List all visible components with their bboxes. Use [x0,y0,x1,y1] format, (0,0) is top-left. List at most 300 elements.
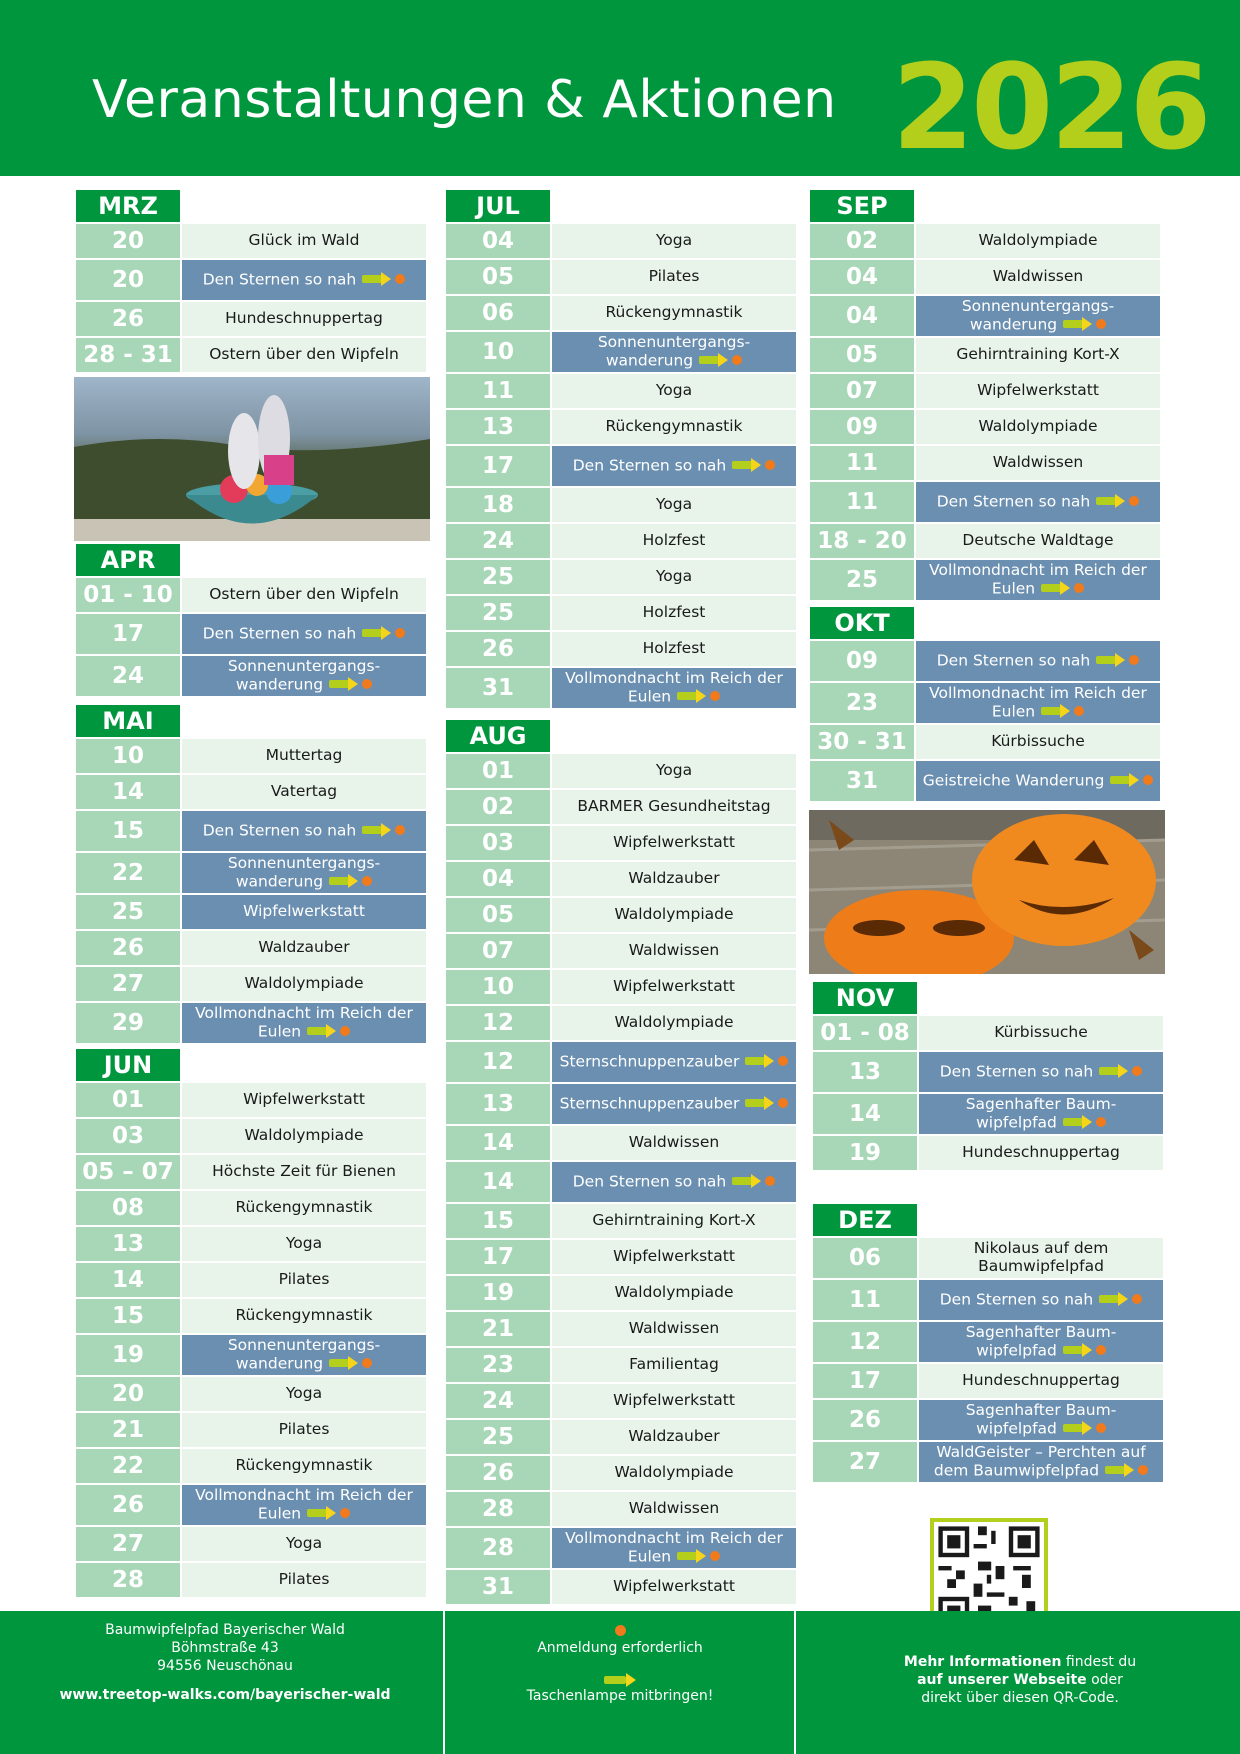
flashlight-registration-icon [677,688,720,706]
event-name [916,560,1160,600]
event-date: 09 [810,410,914,444]
event-date: 26 [76,931,180,965]
event-name [182,739,426,773]
event-title: Sagenhafter Baum- wipfelpfad [965,1322,1117,1360]
flashlight-registration-icon [1099,1063,1142,1081]
event-date: 20 [76,1377,180,1411]
event-date: 06 [813,1238,917,1278]
event-row [76,578,426,612]
event-date: 27 [76,967,180,1001]
legend-flashlight: Taschenlampe mitbringen! [526,1688,714,1705]
event-date: 26 [76,302,180,336]
event-row [76,967,426,1001]
event-title: Kürbissuche [991,732,1085,751]
event-name [916,482,1160,522]
event-title: Muttertag [265,746,343,765]
flashlight-registration-icon [699,352,742,370]
event-date: 25 [446,1420,550,1454]
event-date: 14 [76,1263,180,1297]
event-title: Sonnenuntergangs- wanderung [227,1335,381,1373]
event-name [552,1084,796,1124]
event-name [916,260,1160,294]
event-row [446,560,796,594]
month-header [813,1204,917,1236]
event-name [552,934,796,968]
event-name [552,1384,796,1418]
event-row [76,338,426,372]
event-name [552,1456,796,1490]
event-name [182,1003,426,1043]
event-row [810,524,1160,558]
event-row [446,1276,796,1310]
event-name [552,1528,796,1568]
event-title: Waldolympiade [978,417,1098,436]
footer-divider [794,1611,796,1754]
event-date: 13 [76,1227,180,1261]
event-name [182,1413,426,1447]
event-name [916,683,1160,723]
event-row [76,656,426,696]
event-name [182,1155,426,1189]
header-banner [0,0,1240,176]
event-date: 19 [446,1276,550,1310]
flashlight-registration-icon [745,1053,788,1071]
event-row [76,853,426,893]
event-title: Den Sternen so nah [572,456,727,475]
event-title: Waldwissen [992,267,1084,286]
legend-block [450,1625,790,1705]
event-title: Rückengymnastik [235,1198,373,1217]
event-row [76,1119,426,1153]
flashlight-registration-icon [329,676,372,694]
event-title: Wipfelwerkstatt [243,1090,365,1109]
event-title: Hundeschnuppertag [962,1143,1120,1162]
event-row [76,1335,426,1375]
month-label: SEP [810,190,914,222]
event-date: 22 [76,1449,180,1483]
event-name [552,1162,796,1202]
event-name [919,1400,1163,1440]
event-title: Pilates [278,1270,330,1289]
event-title: Ostern über den Wipfeln [209,585,399,604]
event-name [182,1083,426,1117]
event-title: Vollmondnacht im Reich der Eulen [195,1485,413,1523]
event-row [76,739,426,773]
event-title: Sonnenuntergangs- wanderung [961,296,1115,334]
event-row [446,410,796,444]
event-row [813,1280,1163,1320]
event-title: Yoga [655,381,693,400]
event-name [182,1227,426,1261]
event-date: 05 [810,338,914,372]
event-title: Wipfelwerkstatt [613,1247,735,1266]
event-row [76,1449,426,1483]
event-name [552,332,796,372]
event-row [446,260,796,294]
event-row [446,668,796,708]
event-date: 10 [76,739,180,773]
event-date: 12 [446,1006,550,1040]
flashlight-registration-icon [329,1355,372,1373]
event-row [446,1456,796,1490]
month-label: NOV [813,982,917,1014]
event-date: 24 [76,656,180,696]
event-row [76,1003,426,1043]
info-text: findest du [1061,1654,1137,1670]
event-title: Den Sternen so nah [939,1290,1094,1309]
event-title: Vollmondnacht im Reich der Eulen [565,1528,783,1566]
month-header [446,190,550,222]
month-header [813,982,917,1014]
event-row [446,1006,796,1040]
legend-registration: Anmeldung erforderlich [537,1640,703,1656]
event-date: 17 [813,1364,917,1398]
event-name [552,1420,796,1454]
event-row [446,1312,796,1346]
event-title: Sternschnuppenzauber [559,1052,740,1071]
event-title: Vollmondnacht im Reich der Eulen [929,560,1147,598]
event-row [810,338,1160,372]
address-block [40,1621,410,1704]
event-name [182,338,426,372]
info-text: direkt über diesen QR-Code. [921,1690,1119,1707]
event-name [919,1136,1163,1170]
event-name [916,374,1160,408]
info-text: oder [1086,1672,1123,1689]
event-row [76,224,426,258]
event-name [916,446,1160,480]
event-date: 17 [446,1240,550,1274]
month-label: DEZ [813,1204,917,1236]
event-name [552,560,796,594]
event-title: Yoga [285,1234,323,1253]
event-date: 31 [446,1570,550,1604]
month-label: APR [76,544,180,576]
event-title: Den Sternen so nah [936,651,1091,670]
event-title: Waldzauber [628,869,720,888]
event-row [446,934,796,968]
event-date: 20 [76,224,180,258]
event-date: 21 [76,1413,180,1447]
year-label: 2026 [892,38,1209,176]
event-name [916,725,1160,759]
event-name [182,224,426,258]
event-name [552,1204,796,1238]
event-name [552,410,796,444]
event-name [919,1364,1163,1398]
event-row [446,1528,796,1568]
event-date: 11 [446,374,550,408]
address-line: Baumwipfelpfad Bayerischer Wald [105,1622,345,1638]
event-row [446,488,796,522]
event-title: Vollmondnacht im Reich der Eulen [195,1003,413,1041]
event-name [182,614,426,654]
event-name [182,775,426,809]
flashlight-registration-icon [1096,652,1139,670]
event-date: 25 [446,596,550,630]
event-name [552,862,796,896]
event-title: Yoga [655,567,693,586]
event-date: 27 [813,1442,917,1482]
event-title: Vatertag [270,782,338,801]
flashlight-registration-icon [1063,1342,1106,1360]
event-row [810,560,1160,600]
event-name [552,826,796,860]
event-title: Yoga [285,1534,323,1553]
event-date: 10 [446,332,550,372]
event-title: Holzfest [642,531,706,550]
event-row [446,224,796,258]
event-row [446,898,796,932]
event-name [182,578,426,612]
event-name [182,967,426,1001]
flashlight-registration-icon [1063,316,1106,334]
event-row [810,761,1160,801]
month-label: AUG [446,720,550,752]
event-name [916,224,1160,258]
event-date: 01 [446,754,550,788]
event-name [552,1348,796,1382]
event-row [810,482,1160,522]
event-name [919,1094,1163,1134]
event-date: 26 [76,1485,180,1525]
event-row [813,1322,1163,1362]
event-title: Rückengymnastik [605,303,743,322]
event-row [76,1527,426,1561]
event-name [919,1322,1163,1362]
flashlight-registration-icon [732,1173,775,1191]
event-name [552,224,796,258]
event-title: Familientag [629,1355,719,1374]
event-row [446,332,796,372]
event-date: 11 [810,482,914,522]
event-row [76,1155,426,1189]
month-label: MRZ [76,190,180,222]
event-title: Den Sternen so nah [202,270,357,289]
event-title: Waldolympiade [244,974,364,993]
event-date: 15 [76,811,180,851]
event-name [552,754,796,788]
event-row [446,596,796,630]
event-row [810,224,1160,258]
info-bold: Mehr Informationen [903,1654,1062,1670]
event-title: Wipfelwerkstatt [613,977,735,996]
event-title: Holzfest [642,603,706,622]
flashlight-registration-icon [362,625,405,643]
event-name [182,853,426,893]
event-date: 17 [76,614,180,654]
event-title: Holzfest [642,639,706,658]
event-row [446,524,796,558]
event-name [552,524,796,558]
event-date: 02 [446,790,550,824]
event-title: BARMER Gesundheitstag [577,797,771,816]
event-row [810,374,1160,408]
event-name [182,1191,426,1225]
event-title: Kürbissuche [994,1023,1088,1042]
event-row [76,1413,426,1447]
event-title: Hundeschnuppertag [962,1371,1120,1390]
event-row [446,970,796,1004]
event-title: Waldolympiade [614,905,734,924]
month-header [446,720,550,752]
event-row [813,1016,1163,1050]
event-date: 08 [76,1191,180,1225]
event-row [813,1136,1163,1170]
event-date: 27 [76,1527,180,1561]
event-title: Vollmondnacht im Reich der Eulen [929,683,1147,721]
event-row [76,1299,426,1333]
footer-divider [443,1611,445,1754]
flashlight-registration-icon [1063,1114,1106,1132]
month-header [810,607,914,639]
event-title: Nikolaus auf dem Baumwipfelpfad [973,1239,1109,1275]
event-name [182,302,426,336]
event-title: Ostern über den Wipfeln [209,345,399,364]
event-name [552,596,796,630]
event-row [446,790,796,824]
event-name [552,296,796,330]
flashlight-registration-icon [329,873,372,891]
event-row [813,1052,1163,1092]
event-row [810,410,1160,444]
event-name [552,1492,796,1526]
event-title: Rückengymnastik [235,1306,373,1325]
event-row [813,1364,1163,1398]
event-date: 20 [76,260,180,300]
event-title: Glück im Wald [248,231,360,250]
event-title: Waldolympiade [614,1463,734,1482]
event-name [182,1527,426,1561]
event-row [76,775,426,809]
event-row [76,614,426,654]
event-title: Gehirntraining Kort-X [592,1211,756,1230]
event-row [76,1083,426,1117]
website-link[interactable]: www.treetop-walks.com/bayerischer-wald [59,1686,391,1703]
flashlight-registration-icon [307,1505,350,1523]
event-date: 23 [446,1348,550,1382]
info-block [830,1653,1210,1708]
event-name [182,1449,426,1483]
event-name [182,1377,426,1411]
month-header [76,705,180,737]
event-name [919,1238,1163,1278]
event-title: Sternschnuppenzauber [559,1094,740,1113]
event-name [182,1263,426,1297]
event-date: 25 [446,560,550,594]
flashlight-registration-icon [732,457,775,475]
event-date: 19 [813,1136,917,1170]
address-line: 94556 Neuschönau [157,1658,293,1675]
event-name [552,488,796,522]
event-name [552,632,796,666]
event-row [813,1094,1163,1134]
event-title: Wipfelwerkstatt [613,833,735,852]
flashlight-registration-icon [307,1023,350,1041]
event-name [552,374,796,408]
flashlight-icon [600,1671,640,1685]
flashlight-registration-icon [362,271,405,289]
event-name [916,296,1160,336]
event-name [182,1335,426,1375]
event-date: 11 [810,446,914,480]
event-title: Waldolympiade [614,1283,734,1302]
event-title: Den Sternen so nah [572,1172,727,1191]
event-title: Den Sternen so nah [202,624,357,643]
event-name [916,410,1160,444]
event-title: Vollmondnacht im Reich der Eulen [565,668,783,706]
flashlight-registration-icon [1041,580,1084,598]
event-name [552,1126,796,1160]
event-title: Waldwissen [992,453,1084,472]
event-name [919,1016,1163,1050]
event-title: Den Sternen so nah [202,821,357,840]
event-date: 30 - 31 [810,725,914,759]
flashlight-registration-icon [362,822,405,840]
event-date: 28 - 31 [76,338,180,372]
event-date: 01 - 08 [813,1016,917,1050]
event-title: Yoga [655,761,693,780]
event-row [76,811,426,851]
event-title: Wipfelwerkstatt [613,1577,735,1596]
event-name [552,1042,796,1082]
month-header [76,1049,180,1081]
event-date: 01 [76,1083,180,1117]
event-date: 02 [810,224,914,258]
event-name [552,1006,796,1040]
event-title: Sonnenuntergangs- wanderung [597,332,751,370]
event-row [76,302,426,336]
event-date: 04 [446,862,550,896]
event-row [76,895,426,929]
event-date: 06 [446,296,550,330]
month-label: JUN [76,1049,180,1081]
month-header [810,190,914,222]
event-title: Waldzauber [258,938,350,957]
flashlight-registration-icon [1063,1420,1106,1438]
event-date: 24 [446,1384,550,1418]
event-title: Pilates [278,1420,330,1439]
event-name [182,931,426,965]
event-name [182,1563,426,1597]
event-date: 26 [813,1400,917,1440]
event-name [919,1442,1163,1482]
event-row [446,632,796,666]
flashlight-registration-icon [1096,493,1139,511]
event-name [182,895,426,929]
event-date: 14 [76,775,180,809]
event-title: Yoga [285,1384,323,1403]
flashlight-registration-icon [677,1548,720,1566]
flashlight-registration-icon [1105,1462,1148,1480]
event-title: Waldwissen [628,1499,720,1518]
event-name [552,446,796,486]
event-date: 23 [810,683,914,723]
event-date: 12 [446,1042,550,1082]
event-title: Wipfelwerkstatt [613,1391,735,1410]
event-title: Höchste Zeit für Bienen [212,1162,396,1181]
event-title: Waldolympiade [614,1013,734,1032]
event-date: 15 [446,1204,550,1238]
event-title: Pilates [648,267,700,286]
event-date: 05 [446,260,550,294]
flashlight-registration-icon [745,1095,788,1113]
event-name [552,1312,796,1346]
event-row [446,1492,796,1526]
event-date: 03 [446,826,550,860]
event-date: 13 [446,410,550,444]
event-name [182,656,426,696]
